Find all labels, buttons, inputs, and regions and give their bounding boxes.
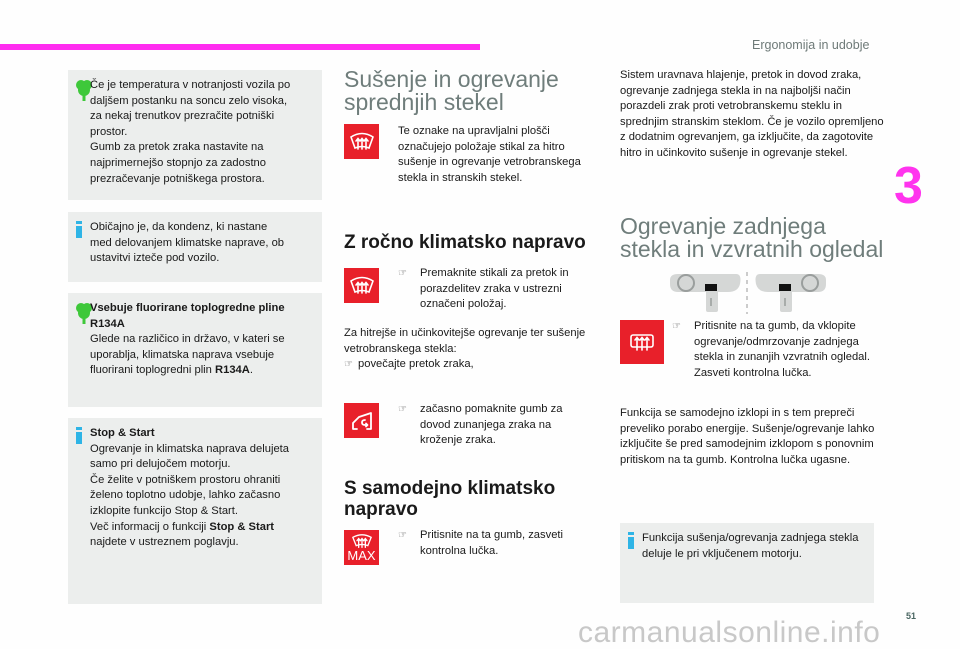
windscreen-demist-icon xyxy=(344,124,379,159)
watermark: carmanualsonline.info xyxy=(578,616,881,649)
max-demist-icon xyxy=(344,530,379,565)
note-box-condensation xyxy=(68,212,322,282)
intro-text: Te oznake na upravljalni plošči označujejo položaje stikal za hitro sušenje in ogrevanje vetrobranskega stekla in stranskih stekel. xyxy=(398,125,581,184)
note-text: Funkcija sušenja/ogrevanja zadnjega stekla deluje le pri vključenem motorju. xyxy=(642,532,859,560)
step-manual-1: ☞ Premaknite stikali za pretok in porazdelitev zraka v ustrezni označeni položaj. xyxy=(398,266,594,313)
rear-window-defrost-icon xyxy=(620,320,664,364)
pointing-hand-icon: ☞ xyxy=(398,404,407,415)
section-title: Ergonomija in udobje xyxy=(752,38,870,52)
system-intro: Sistem uravnava hlajenje, pretok in dovod zraka, ogrevanje zadnjega stekla in na najboljši način porazdeli zrak proti vetrobranskemu steklu in sprednjim stranskim steklom. Če je vozilo opremljeno z dodatnim ogrevanjem, ga izključite, da zagotovite hitro in učinkovito sušenje in ogrevanje stekel. xyxy=(620,69,884,159)
dashboard-diagram xyxy=(668,270,828,314)
auto-off-para: Funkcija se samodejno izklopi in s tem prepreči preveliko porabo energije. Sušenje/ogrevanje lahko izključite še pred samodejnim izklopom s ponovnim pritiskom na ta gumb. Kontrolna lučka ugasne. xyxy=(620,407,875,466)
heading-auto-ac: S samodejno klimatsko napravo xyxy=(344,478,556,520)
air-recirculation-icon xyxy=(344,403,379,438)
pointing-hand-icon: ☞ xyxy=(398,268,407,279)
info-icon xyxy=(76,427,82,445)
step-auto: ☞ Pritisnite na ta gumb, zasveti kontrolna lučka. xyxy=(398,528,594,559)
info-icon xyxy=(76,221,82,239)
note-text: Običajno je, da kondenz, ki nastane med delovanjem klimatske naprave, ob ustavitvi izteče pod vozilo. xyxy=(90,221,285,265)
heading-front-windows: Sušenje in ogrevanje sprednjih stekel xyxy=(344,66,559,115)
note-box-stop-start xyxy=(68,418,322,604)
chapter-number: 3 xyxy=(894,157,923,215)
step-manual-2: ☞ začasno pomaknite gumb za dovod zunanjega zraka na kroženje zraka. xyxy=(398,402,594,449)
page-number: 51 xyxy=(906,611,917,621)
manual-para: Za hitrejše in učinkovitejše ogrevanje ter sušenje vetrobranskega stekla: xyxy=(344,327,586,355)
note-box-engine-on xyxy=(620,523,874,603)
info-icon xyxy=(628,532,634,550)
note-title: Vsebuje fluorirane toplogredne pline R134A xyxy=(90,302,285,330)
note-text: Če je temperatura v notranjosti vozila po daljšem postanku na soncu zelo visoka, za nekaj trenutkov prezračite potniški prostor. Gumb za pretok zraka nastavite na najprimernejšo stopnjo za zadostno prezračevanje potniškega prostora. xyxy=(90,79,291,185)
heading-manual-ac: Z ročno klimatsko napravo xyxy=(344,232,586,253)
note-text: Vsebuje fluorirane toplogredne pline R134A Glede na različico in državo, v kateri se uporablja, klimatska naprava vsebuje fluorirani toplogredni plin R134A. xyxy=(90,301,316,379)
note-title: Stop & Start xyxy=(90,427,155,439)
step-rear-window: ☞ Pritisnite na ta gumb, da vklopite ogrevanje/odmrzovanje zadnjega stekla in zunanjih vzvratnih ogledal. Zasveti kontrolna lučka. xyxy=(672,319,882,381)
note-box-temperature xyxy=(68,70,322,200)
heading-rear-window: Ogrevanje zadnjega stekla in vzvratnih ogledal xyxy=(620,213,884,262)
pointing-hand-icon: ☞ xyxy=(344,359,353,370)
note-box-r134a xyxy=(68,293,322,407)
pointing-hand-icon: ☞ xyxy=(672,321,681,332)
pointing-hand-icon: ☞ xyxy=(398,530,407,541)
windscreen-demist-icon xyxy=(344,268,379,303)
bullet-increase-airflow: ☞ povečajte pretok zraka, xyxy=(344,357,594,373)
top-accent-rule xyxy=(0,44,480,50)
note-text: Stop & Start Ogrevanje in klimatska naprava delujeta samo pri delujočem motorju. Če želite v potniškem prostoru ohraniti želeno toplotno udobje, lahko začasno izklopite funkcijo Stop & Start. Več informacij o funkciji Stop & Start najdete v ustreznem poglavju. xyxy=(90,426,316,551)
max-label: MAX xyxy=(347,547,376,563)
